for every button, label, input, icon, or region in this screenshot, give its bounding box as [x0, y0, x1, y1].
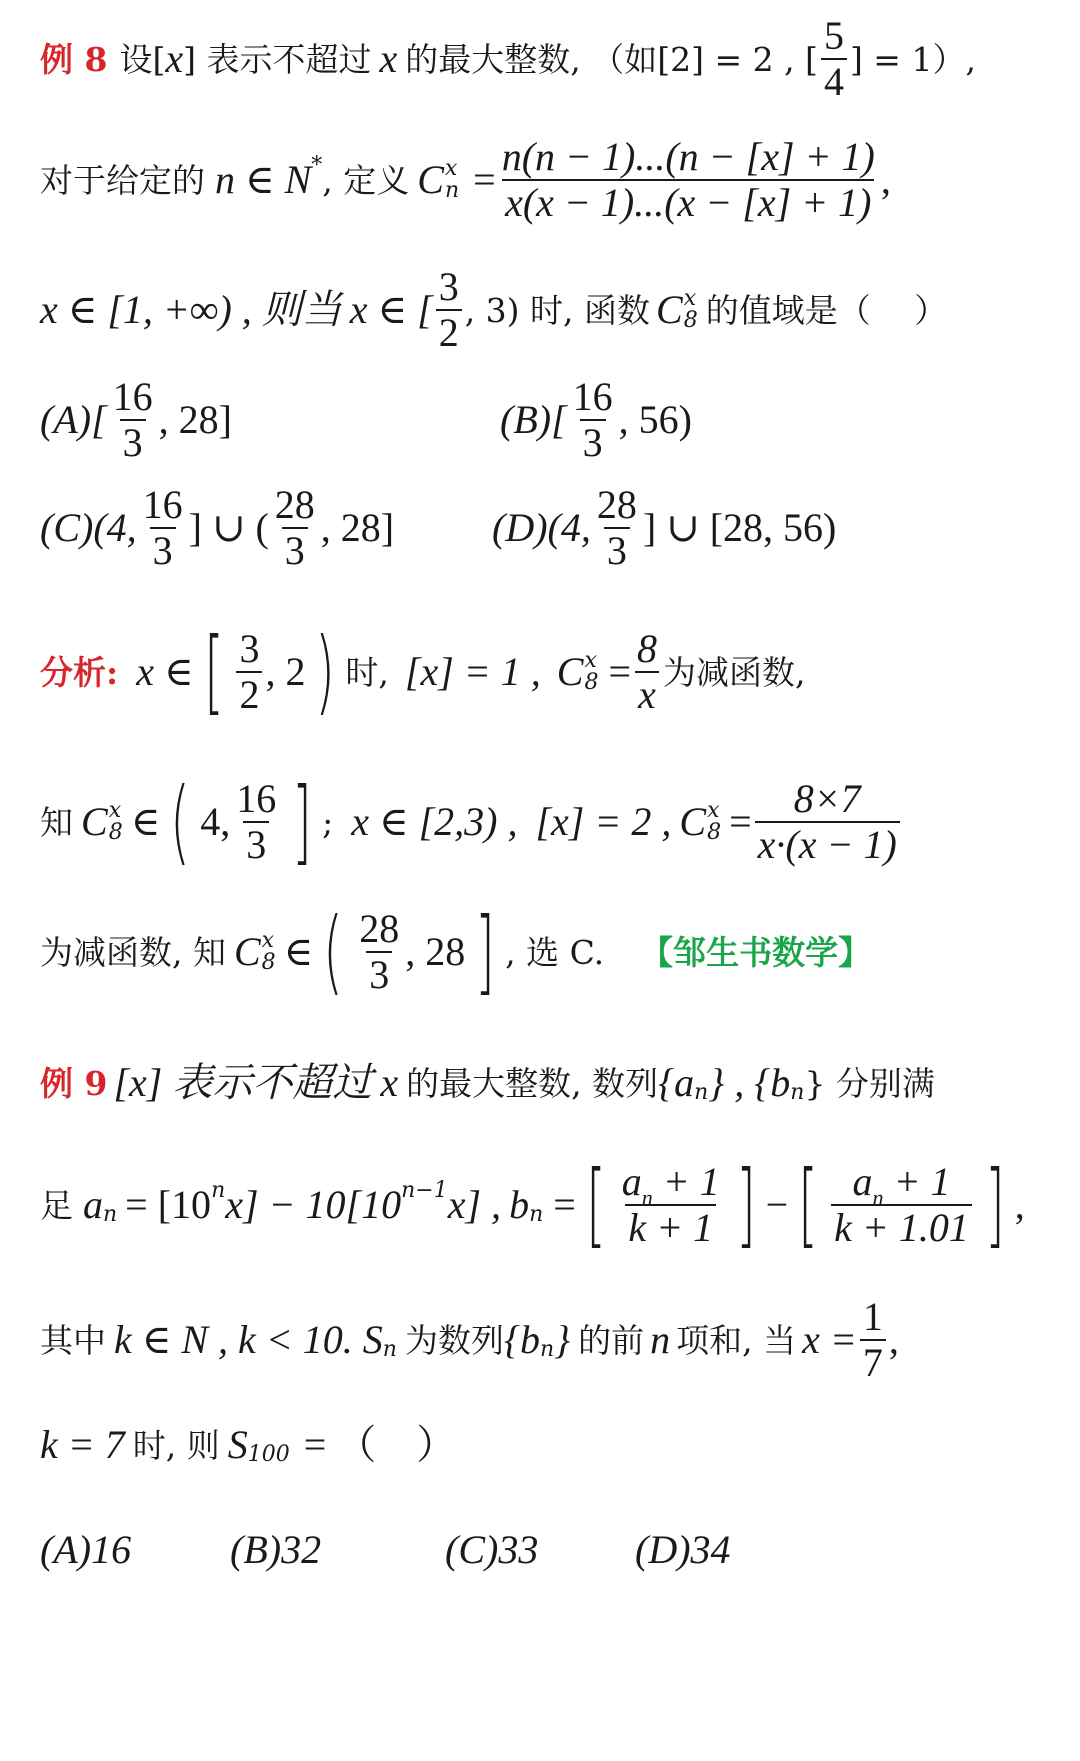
- ex9-text: } 分别满: [804, 1063, 935, 1103]
- ex9-option-b: [230, 1515, 321, 1585]
- comma: ,: [880, 157, 891, 202]
- ex9-text: 足: [40, 1185, 73, 1225]
- equals: =: [473, 157, 496, 202]
- subscript: n: [382, 1337, 397, 1362]
- subscript: n: [694, 1080, 709, 1105]
- fraction: $\frac{8}{x}$: [637, 626, 658, 717]
- ex9-line-2: [40, 1150, 1025, 1260]
- combination-symbol: C: [656, 287, 683, 332]
- element-of: ∈: [130, 799, 161, 844]
- ex9-text: 的前: [578, 1320, 645, 1360]
- option-d-suffix: ] ∪ [28, 56): [642, 505, 837, 550]
- analysis-text: 为减函数,: [663, 652, 806, 692]
- bracket: [: [798, 1151, 818, 1258]
- analysis-math: [x] = 2 ,: [535, 799, 672, 844]
- ex9-math: = （ ）: [303, 1422, 457, 1467]
- superscript: n: [211, 1178, 226, 1203]
- fraction: $\frac{a_n + 1}{k + 1.01}$: [831, 1162, 972, 1248]
- element-of: ∈: [283, 929, 314, 974]
- ex9-text: 为数列: [404, 1320, 504, 1360]
- fraction: $\frac{16}{3}$: [572, 374, 613, 465]
- ex8-line-2: [40, 130, 891, 230]
- bracket: (: [323, 898, 344, 1005]
- brand-tag: 【邹生书数学】: [640, 932, 872, 972]
- ex9-math: x =: [802, 1317, 857, 1362]
- ex9-math: {a: [658, 1060, 695, 1105]
- ex8-option-b: [500, 370, 692, 470]
- analysis-line-1: [40, 612, 806, 732]
- ex9-math: b: [509, 1182, 530, 1227]
- fraction: $\frac{5}{4}$: [821, 16, 847, 102]
- minus: −: [765, 1182, 789, 1227]
- fraction: $\frac{16}{3}$: [236, 776, 277, 867]
- ex9-text: 时, 则: [132, 1425, 220, 1465]
- ex9-math: x] ,: [447, 1182, 502, 1227]
- analysis-text: , 选 C.: [505, 932, 605, 972]
- ex9-option-a: [40, 1515, 131, 1585]
- option-c-union: ] ∪ (: [188, 505, 269, 550]
- analysis-text: 时,: [345, 652, 389, 692]
- comma: ,: [1014, 1182, 1025, 1227]
- bracket: [: [585, 1151, 606, 1258]
- option-d: (D)34: [635, 1527, 731, 1572]
- ex9-text: 其中: [40, 1320, 106, 1360]
- combination-symbol: C: [679, 799, 707, 844]
- sup-sub: x 8: [584, 648, 599, 695]
- ex8-math: n ∈ N: [215, 157, 312, 202]
- fraction: $\frac{16}{3}$: [142, 482, 183, 573]
- ex9-option-c: [445, 1515, 538, 1585]
- fraction: $\frac{3}{2}$: [436, 267, 462, 353]
- ex9-math: k = 7: [40, 1422, 125, 1467]
- ex8-text: 的最大整数, （如[2] = 2 , [: [405, 39, 818, 79]
- option-c-suffix: , 28]: [320, 505, 395, 550]
- sup-sub: x 8: [261, 928, 276, 975]
- ex9-var: n: [650, 1317, 671, 1362]
- analysis-math: , 28: [405, 929, 466, 974]
- sup-sub: x 8: [707, 798, 722, 845]
- fraction: $\frac{n(n - 1)...(n - [x] + 1)}{x(x - 1)...(x - [x] + 1)}$: [501, 134, 875, 225]
- subscript: 100: [247, 1442, 290, 1467]
- ex9-math: } , {b: [708, 1060, 791, 1105]
- ex9-line-4: [40, 1405, 456, 1485]
- ex8-label: 例 8: [40, 39, 108, 79]
- option-d-prefix: (D)(4,: [492, 505, 591, 550]
- bracket: ]: [735, 1151, 756, 1258]
- bracket: ]: [292, 768, 313, 875]
- sup-sub: x 8: [108, 798, 123, 845]
- combination-symbol: C: [556, 649, 584, 694]
- analysis-label: 分析:: [40, 652, 119, 692]
- option-c: (C)33: [445, 1527, 539, 1572]
- ex9-math: a: [83, 1182, 103, 1227]
- ex8-text: , 定义: [322, 160, 410, 200]
- ex8-var: x: [379, 36, 398, 81]
- ex8-option-d: [492, 478, 836, 578]
- fraction: $\frac{3}{2}$: [236, 629, 262, 715]
- subscript: n: [539, 1337, 555, 1362]
- analysis-math: x ∈ [2,3) ,: [351, 799, 518, 844]
- ex9-math: k ∈ N , k < 10.: [114, 1317, 353, 1362]
- bracket: ]: [475, 898, 496, 1005]
- ex9-text: 项和, 当: [676, 1320, 797, 1360]
- sup-sub: x n: [444, 156, 460, 203]
- fraction: $\frac{28}{3}$: [596, 482, 637, 573]
- ex8-option-a: [40, 370, 232, 470]
- equals: =: [553, 1182, 576, 1227]
- option-b: (B)32: [230, 1527, 322, 1572]
- analysis-text: ;: [322, 802, 334, 842]
- analysis-math: , 2: [265, 649, 306, 694]
- ex8-option-c: [40, 478, 394, 578]
- fraction: $\frac{a_n + 1}{k + 1}$: [621, 1159, 720, 1250]
- ex8-math: x ∈ [: [349, 287, 433, 332]
- bracket: [: [203, 618, 224, 725]
- sup-sub: x 8: [683, 286, 698, 333]
- ex9-math: {b: [503, 1317, 540, 1362]
- option-c-prefix: (C)(4,: [40, 505, 137, 550]
- ex8-var: x: [165, 36, 184, 81]
- analysis-line-2: [40, 762, 903, 882]
- comma: ,: [888, 1317, 899, 1362]
- fraction: $\frac{28}{3}$: [274, 482, 315, 573]
- bracket: (: [170, 768, 191, 875]
- ex8-text: , 3) 时, 函数: [464, 290, 651, 330]
- subscript: n: [790, 1080, 805, 1105]
- ex9-math: S: [362, 1317, 383, 1362]
- ex9-line-3: [40, 1290, 899, 1390]
- equals: =: [608, 649, 632, 694]
- ex8-line-3: [40, 260, 947, 360]
- ex9-math: S: [227, 1422, 248, 1467]
- analysis-math: [x] = 1 ,: [404, 649, 541, 694]
- ex9-text: 的最大整数, 数列: [406, 1063, 659, 1103]
- combination-symbol: C: [417, 157, 444, 202]
- bracket: ): [315, 618, 336, 725]
- ex9-option-d: [635, 1515, 731, 1585]
- analysis-text: 为减函数, 知: [40, 932, 226, 972]
- option-a: (A)16: [40, 1527, 132, 1572]
- analysis-math: 4,: [200, 799, 231, 844]
- option-b-suffix: , 56): [618, 397, 692, 442]
- ex9-text: [x] 表示不超过: [113, 1060, 373, 1105]
- ex9-label: 例 9: [40, 1063, 108, 1103]
- fraction: $\frac{1}{7}$: [860, 1297, 886, 1383]
- subscript: n: [529, 1202, 544, 1227]
- combination-symbol: C: [81, 799, 108, 844]
- option-a-prefix: (A)[: [40, 397, 107, 442]
- analysis-text: 知: [40, 802, 73, 842]
- option-a-suffix: , 28]: [158, 397, 232, 442]
- equals: =: [729, 799, 752, 844]
- fraction: $\frac{16}{3}$: [112, 374, 153, 465]
- subscript: n: [103, 1202, 118, 1227]
- ex9-line-1: [40, 1038, 935, 1128]
- analysis-math: x ∈: [136, 649, 194, 694]
- ex8-text: 设[: [119, 39, 166, 79]
- ex9-math: x] − 10[10: [225, 1182, 402, 1227]
- analysis-line-3: [40, 892, 871, 1012]
- ex9-var: x: [380, 1060, 399, 1105]
- ex8-text: 的值域是（ ）: [705, 290, 948, 330]
- option-b-prefix: (B)[: [500, 397, 567, 442]
- ex9-math: }: [554, 1317, 571, 1362]
- ex8-math: x ∈ [1, +∞) , 则当: [40, 287, 342, 332]
- ex8-text: ] = 1）,: [849, 39, 976, 79]
- ex8-line-1: [40, 14, 976, 104]
- ex9-math: = [10: [125, 1182, 212, 1227]
- combination-symbol: C: [233, 929, 261, 974]
- ex8-text: ] 表示不超过: [183, 39, 372, 79]
- fraction: $\frac{28}{3}$: [359, 906, 400, 997]
- bracket: ]: [984, 1151, 1005, 1258]
- superscript: *: [311, 153, 323, 178]
- ex8-text: 对于给定的: [40, 160, 205, 200]
- fraction: $\frac{8\times 7}{x\cdot(x - 1)}$: [755, 779, 900, 865]
- superscript: n−1: [401, 1178, 448, 1203]
